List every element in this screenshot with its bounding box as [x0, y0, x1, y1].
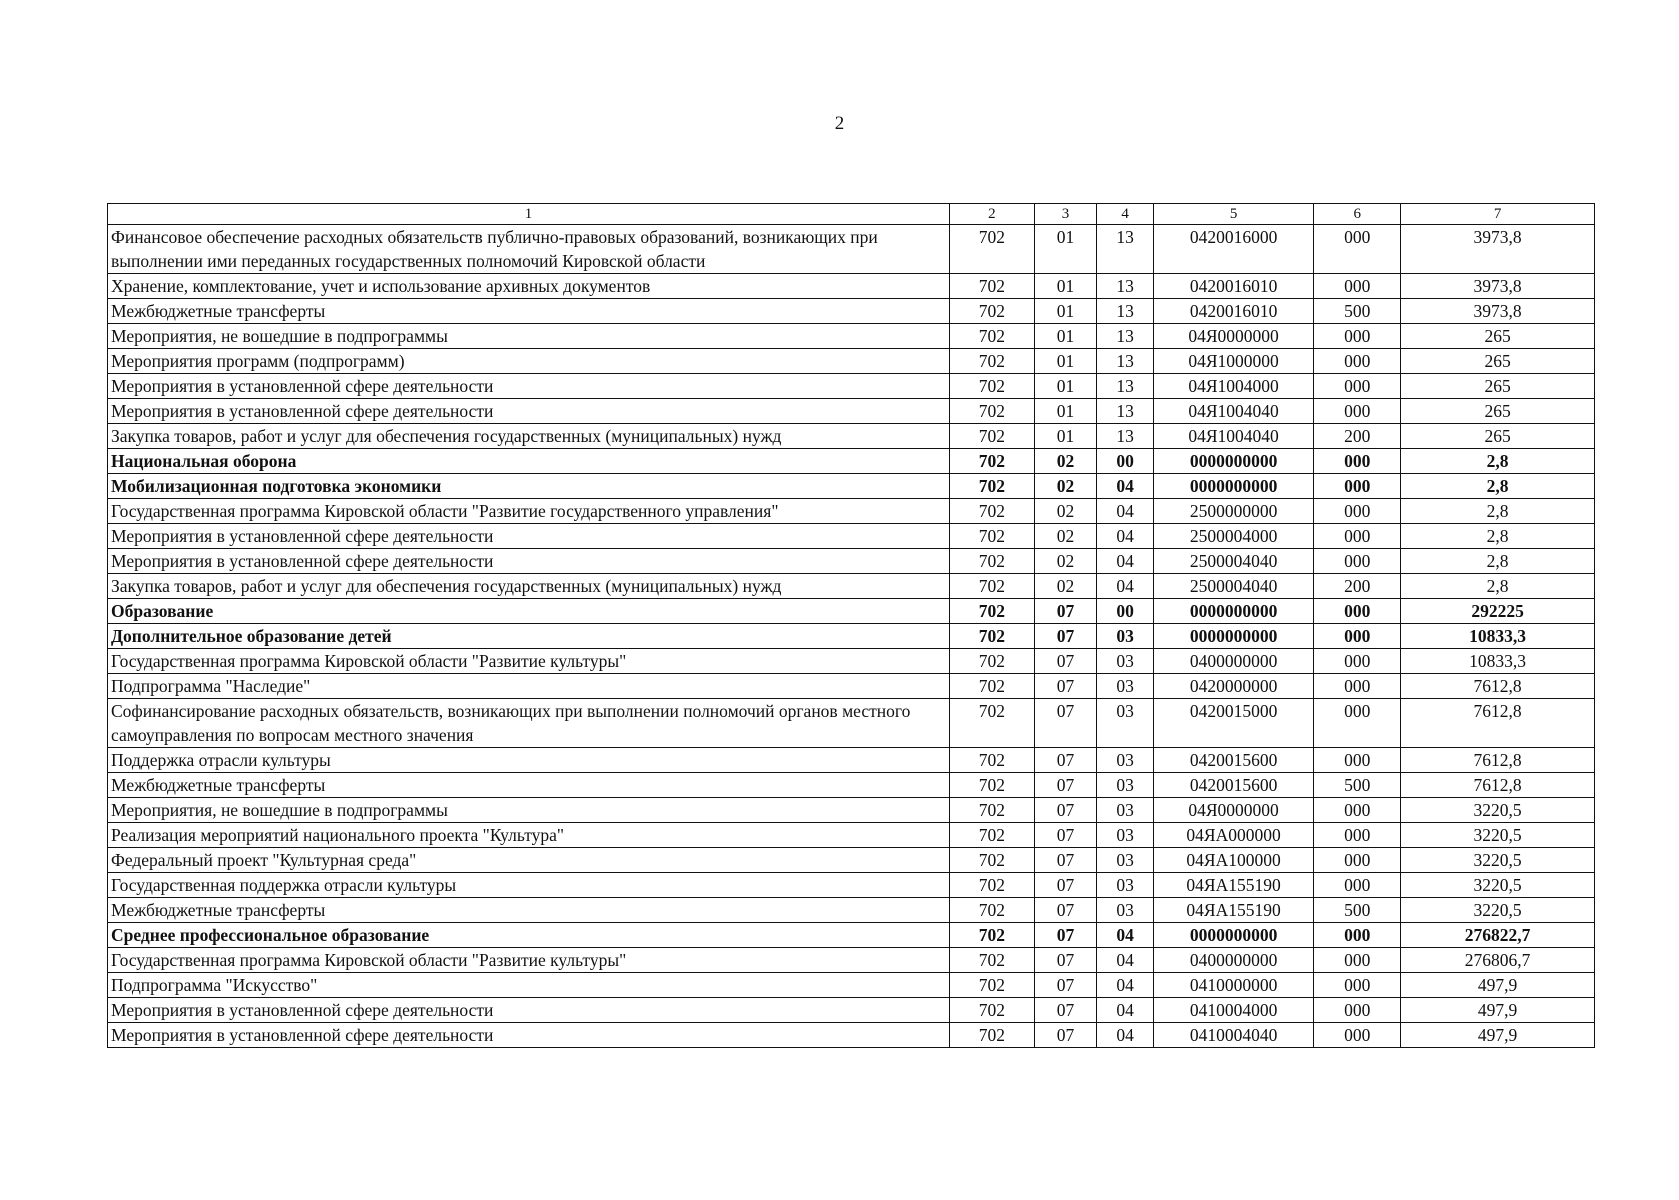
- row-subsection-cell: 13: [1097, 349, 1154, 374]
- row-type-cell: 000: [1314, 948, 1401, 973]
- row-section-cell: 07: [1034, 923, 1097, 948]
- row-amount-cell: 265: [1401, 424, 1595, 449]
- row-section-cell: 07: [1034, 748, 1097, 773]
- table-row: [108, 374, 1595, 399]
- row-subsection-cell: 03: [1097, 674, 1154, 699]
- row-name-cell: Государственная программа Кировской области "Развитие культуры": [108, 948, 950, 973]
- row-code-cell: 702: [949, 773, 1034, 798]
- row-subsection-cell: 03: [1097, 823, 1154, 848]
- row-target-cell: 0420016000: [1153, 225, 1314, 274]
- row-section-cell: 07: [1034, 1023, 1097, 1048]
- row-subsection-cell: 00: [1097, 449, 1154, 474]
- row-type-cell: 000: [1314, 225, 1401, 274]
- row-amount-cell: 2,8: [1401, 574, 1595, 599]
- row-section-cell: 01: [1034, 374, 1097, 399]
- row-subsection-cell: 13: [1097, 374, 1154, 399]
- row-name-cell: Мероприятия в установленной сфере деятельности: [108, 998, 950, 1023]
- row-subsection-cell: 03: [1097, 773, 1154, 798]
- row-name-cell: Межбюджетные трансферты: [108, 898, 950, 923]
- row-type-cell: 000: [1314, 524, 1401, 549]
- row-target-cell: 0400000000: [1153, 948, 1314, 973]
- row-target-cell: 0000000000: [1153, 599, 1314, 624]
- row-subsection-cell: 13: [1097, 299, 1154, 324]
- row-code-cell: 702: [949, 324, 1034, 349]
- row-section-cell: 01: [1034, 274, 1097, 299]
- row-type-cell: 000: [1314, 674, 1401, 699]
- row-amount-cell: 3973,8: [1401, 274, 1595, 299]
- row-target-cell: 0410004040: [1153, 1023, 1314, 1048]
- row-code-cell: 702: [949, 923, 1034, 948]
- row-section-cell: 07: [1034, 699, 1097, 748]
- row-amount-cell: 7612,8: [1401, 748, 1595, 773]
- row-type-cell: 000: [1314, 748, 1401, 773]
- table-row: [108, 948, 1595, 973]
- row-name-cell: Мероприятия, не вошедшие в подпрограммы: [108, 324, 950, 349]
- row-section-cell: 07: [1034, 674, 1097, 699]
- row-subsection-cell: 04: [1097, 574, 1154, 599]
- column-header-5: 5: [1153, 204, 1314, 225]
- row-target-cell: 0420016010: [1153, 299, 1314, 324]
- row-amount-cell: 265: [1401, 399, 1595, 424]
- row-name-cell: Мероприятия программ (подпрограмм): [108, 349, 950, 374]
- row-target-cell: 0410004000: [1153, 998, 1314, 1023]
- row-subsection-cell: 04: [1097, 499, 1154, 524]
- row-subsection-cell: 04: [1097, 524, 1154, 549]
- row-code-cell: 702: [949, 873, 1034, 898]
- row-code-cell: 702: [949, 474, 1034, 499]
- row-section-cell: 01: [1034, 399, 1097, 424]
- row-type-cell: 500: [1314, 773, 1401, 798]
- row-subsection-cell: 03: [1097, 699, 1154, 748]
- row-name-cell: Реализация мероприятий национального проекта "Культура": [108, 823, 950, 848]
- row-section-cell: 01: [1034, 349, 1097, 374]
- row-amount-cell: 7612,8: [1401, 699, 1595, 748]
- row-amount-cell: 2,8: [1401, 524, 1595, 549]
- table-row: [108, 848, 1595, 873]
- row-type-cell: 000: [1314, 399, 1401, 424]
- row-amount-cell: 2,8: [1401, 499, 1595, 524]
- row-name-cell: Подпрограмма "Искусство": [108, 973, 950, 998]
- row-subsection-cell: 03: [1097, 873, 1154, 898]
- row-target-cell: 0420000000: [1153, 674, 1314, 699]
- row-type-cell: 000: [1314, 998, 1401, 1023]
- row-amount-cell: 276822,7: [1401, 923, 1595, 948]
- row-name-cell: Дополнительное образование детей: [108, 624, 950, 649]
- row-code-cell: 702: [949, 649, 1034, 674]
- row-code-cell: 702: [949, 574, 1034, 599]
- row-type-cell: 000: [1314, 798, 1401, 823]
- row-type-cell: 000: [1314, 649, 1401, 674]
- row-code-cell: 702: [949, 624, 1034, 649]
- row-name-cell: Межбюджетные трансферты: [108, 773, 950, 798]
- row-section-cell: 02: [1034, 499, 1097, 524]
- row-target-cell: 04Я1004040: [1153, 424, 1314, 449]
- table-row: [108, 798, 1595, 823]
- row-target-cell: 04Я0000000: [1153, 324, 1314, 349]
- row-subsection-cell: 13: [1097, 274, 1154, 299]
- row-amount-cell: 3220,5: [1401, 848, 1595, 873]
- table-row: [108, 773, 1595, 798]
- row-code-cell: 702: [949, 823, 1034, 848]
- table-row: [108, 923, 1595, 948]
- row-subsection-cell: 13: [1097, 324, 1154, 349]
- row-section-cell: 07: [1034, 599, 1097, 624]
- row-subsection-cell: 13: [1097, 225, 1154, 274]
- row-section-cell: 02: [1034, 574, 1097, 599]
- row-name-cell: Мероприятия в установленной сфере деятельности: [108, 374, 950, 399]
- table-row: [108, 748, 1595, 773]
- table-row: [108, 399, 1595, 424]
- page-number: 2: [834, 113, 845, 134]
- table-row: [108, 973, 1595, 998]
- row-amount-cell: 276806,7: [1401, 948, 1595, 973]
- row-target-cell: 0400000000: [1153, 649, 1314, 674]
- table-row: [108, 524, 1595, 549]
- row-amount-cell: 10833,3: [1401, 649, 1595, 674]
- row-code-cell: 702: [949, 998, 1034, 1023]
- row-subsection-cell: 04: [1097, 948, 1154, 973]
- row-name-cell: Хранение, комплектование, учет и использование архивных документов: [108, 274, 950, 299]
- row-code-cell: 702: [949, 449, 1034, 474]
- row-section-cell: 07: [1034, 773, 1097, 798]
- column-header-1: 1: [108, 204, 950, 225]
- row-name-cell: Мероприятия в установленной сфере деятельности: [108, 399, 950, 424]
- table-row: [108, 274, 1595, 299]
- row-type-cell: 500: [1314, 299, 1401, 324]
- row-target-cell: 0000000000: [1153, 474, 1314, 499]
- row-type-cell: 000: [1314, 449, 1401, 474]
- row-target-cell: 0000000000: [1153, 449, 1314, 474]
- row-subsection-cell: 03: [1097, 748, 1154, 773]
- row-name-cell: Закупка товаров, работ и услуг для обеспечения государственных (муниципальных) нужд: [108, 424, 950, 449]
- row-amount-cell: 2,8: [1401, 549, 1595, 574]
- row-name-cell: Мероприятия в установленной сфере деятельности: [108, 1023, 950, 1048]
- row-subsection-cell: 04: [1097, 973, 1154, 998]
- row-type-cell: 000: [1314, 973, 1401, 998]
- table-row: [108, 449, 1595, 474]
- row-type-cell: 000: [1314, 324, 1401, 349]
- row-target-cell: 04ЯА155190: [1153, 873, 1314, 898]
- table-row: [108, 225, 1595, 274]
- table-row: [108, 674, 1595, 699]
- row-subsection-cell: 03: [1097, 798, 1154, 823]
- row-target-cell: 0420015000: [1153, 699, 1314, 748]
- row-amount-cell: 3973,8: [1401, 299, 1595, 324]
- table-row: [108, 624, 1595, 649]
- row-target-cell: 0420016010: [1153, 274, 1314, 299]
- table-row: [108, 873, 1595, 898]
- row-code-cell: 702: [949, 299, 1034, 324]
- column-header-2: 2: [949, 204, 1034, 225]
- column-header-6: 6: [1314, 204, 1401, 225]
- row-amount-cell: 265: [1401, 374, 1595, 399]
- row-type-cell: 000: [1314, 624, 1401, 649]
- table-row: [108, 699, 1595, 748]
- row-name-cell: Государственная поддержка отрасли культуры: [108, 873, 950, 898]
- row-amount-cell: 3220,5: [1401, 823, 1595, 848]
- row-type-cell: 000: [1314, 474, 1401, 499]
- row-target-cell: 2500004040: [1153, 574, 1314, 599]
- row-target-cell: 04ЯА000000: [1153, 823, 1314, 848]
- row-subsection-cell: 04: [1097, 998, 1154, 1023]
- row-code-cell: 702: [949, 674, 1034, 699]
- row-name-cell: Межбюджетные трансферты: [108, 299, 950, 324]
- table-row: [108, 424, 1595, 449]
- table-row: [108, 324, 1595, 349]
- row-type-cell: 000: [1314, 349, 1401, 374]
- row-amount-cell: 3220,5: [1401, 898, 1595, 923]
- row-name-cell: Мероприятия в установленной сфере деятельности: [108, 524, 950, 549]
- row-type-cell: 000: [1314, 848, 1401, 873]
- table-row: [108, 299, 1595, 324]
- row-amount-cell: 3220,5: [1401, 798, 1595, 823]
- row-name-cell: Мероприятия в установленной сфере деятельности: [108, 549, 950, 574]
- table-row: [108, 574, 1595, 599]
- table-row: [108, 823, 1595, 848]
- row-target-cell: 0420015600: [1153, 773, 1314, 798]
- row-type-cell: 500: [1314, 898, 1401, 923]
- row-subsection-cell: 03: [1097, 649, 1154, 674]
- row-section-cell: 07: [1034, 848, 1097, 873]
- row-name-cell: Образование: [108, 599, 950, 624]
- row-name-cell: Мероприятия, не вошедшие в подпрограммы: [108, 798, 950, 823]
- row-amount-cell: 2,8: [1401, 449, 1595, 474]
- row-type-cell: 000: [1314, 699, 1401, 748]
- row-code-cell: 702: [949, 973, 1034, 998]
- row-code-cell: 702: [949, 798, 1034, 823]
- column-header-7: 7: [1401, 204, 1595, 225]
- row-code-cell: 702: [949, 399, 1034, 424]
- row-subsection-cell: 00: [1097, 599, 1154, 624]
- budget-table: [107, 203, 1595, 1048]
- row-target-cell: 04ЯА155190: [1153, 898, 1314, 923]
- column-header-4: 4: [1097, 204, 1154, 225]
- row-name-cell: Финансовое обеспечение расходных обязательств публично-правовых образований, возникающих при выполнении ими переданных государственных полномочий Кировской области: [108, 225, 950, 274]
- row-name-cell: Закупка товаров, работ и услуг для обеспечения государственных (муниципальных) нужд: [108, 574, 950, 599]
- row-target-cell: 04Я1000000: [1153, 349, 1314, 374]
- row-name-cell: Среднее профессиональное образование: [108, 923, 950, 948]
- row-code-cell: 702: [949, 599, 1034, 624]
- row-amount-cell: 2,8: [1401, 474, 1595, 499]
- row-amount-cell: 3973,8: [1401, 225, 1595, 274]
- row-subsection-cell: 04: [1097, 549, 1154, 574]
- row-name-cell: Государственная программа Кировской области "Развитие культуры": [108, 649, 950, 674]
- row-subsection-cell: 03: [1097, 624, 1154, 649]
- row-target-cell: 0420015600: [1153, 748, 1314, 773]
- row-subsection-cell: 03: [1097, 848, 1154, 873]
- row-section-cell: 02: [1034, 549, 1097, 574]
- row-target-cell: 2500000000: [1153, 499, 1314, 524]
- row-code-cell: 702: [949, 374, 1034, 399]
- row-target-cell: 04Я1004000: [1153, 374, 1314, 399]
- table-row: [108, 1023, 1595, 1048]
- row-code-cell: 702: [949, 699, 1034, 748]
- row-name-cell: Национальная оборона: [108, 449, 950, 474]
- row-name-cell: Подпрограмма "Наследие": [108, 674, 950, 699]
- row-amount-cell: 497,9: [1401, 973, 1595, 998]
- table-row: [108, 349, 1595, 374]
- row-subsection-cell: 13: [1097, 399, 1154, 424]
- row-amount-cell: 497,9: [1401, 1023, 1595, 1048]
- row-type-cell: 000: [1314, 599, 1401, 624]
- row-subsection-cell: 13: [1097, 424, 1154, 449]
- row-subsection-cell: 04: [1097, 1023, 1154, 1048]
- row-amount-cell: 497,9: [1401, 998, 1595, 1023]
- row-subsection-cell: 03: [1097, 898, 1154, 923]
- row-type-cell: 000: [1314, 823, 1401, 848]
- row-code-cell: 702: [949, 424, 1034, 449]
- row-code-cell: 702: [949, 225, 1034, 274]
- row-name-cell: Софинансирование расходных обязательств, возникающих при выполнении полномочий органов местного самоуправления по вопросам местного значения: [108, 699, 950, 748]
- row-target-cell: 04Я1004040: [1153, 399, 1314, 424]
- row-name-cell: Поддержка отрасли культуры: [108, 748, 950, 773]
- row-type-cell: 000: [1314, 549, 1401, 574]
- row-type-cell: 000: [1314, 499, 1401, 524]
- row-section-cell: 01: [1034, 225, 1097, 274]
- row-code-cell: 702: [949, 1023, 1034, 1048]
- header-row: [108, 204, 1595, 225]
- row-section-cell: 07: [1034, 898, 1097, 923]
- row-code-cell: 702: [949, 748, 1034, 773]
- row-type-cell: 200: [1314, 574, 1401, 599]
- row-amount-cell: 3220,5: [1401, 873, 1595, 898]
- table-body: [108, 225, 1595, 1048]
- row-section-cell: 01: [1034, 299, 1097, 324]
- row-amount-cell: 10833,3: [1401, 624, 1595, 649]
- row-target-cell: 04Я0000000: [1153, 798, 1314, 823]
- row-amount-cell: 265: [1401, 324, 1595, 349]
- row-code-cell: 702: [949, 274, 1034, 299]
- row-section-cell: 07: [1034, 973, 1097, 998]
- row-target-cell: 2500004000: [1153, 524, 1314, 549]
- row-amount-cell: 292225: [1401, 599, 1595, 624]
- row-type-cell: 000: [1314, 1023, 1401, 1048]
- row-code-cell: 702: [949, 848, 1034, 873]
- row-type-cell: 000: [1314, 873, 1401, 898]
- row-section-cell: 07: [1034, 998, 1097, 1023]
- row-subsection-cell: 04: [1097, 474, 1154, 499]
- row-target-cell: 0000000000: [1153, 923, 1314, 948]
- row-code-cell: 702: [949, 499, 1034, 524]
- row-section-cell: 01: [1034, 424, 1097, 449]
- row-type-cell: 000: [1314, 374, 1401, 399]
- row-code-cell: 702: [949, 349, 1034, 374]
- table-row: [108, 898, 1595, 923]
- table-row: [108, 599, 1595, 624]
- row-amount-cell: 265: [1401, 349, 1595, 374]
- row-name-cell: Мобилизационная подготовка экономики: [108, 474, 950, 499]
- row-section-cell: 07: [1034, 624, 1097, 649]
- row-section-cell: 01: [1034, 324, 1097, 349]
- row-subsection-cell: 04: [1097, 923, 1154, 948]
- table-row: [108, 499, 1595, 524]
- row-section-cell: 02: [1034, 474, 1097, 499]
- column-header-3: 3: [1034, 204, 1097, 225]
- table-row: [108, 474, 1595, 499]
- row-name-cell: Государственная программа Кировской области "Развитие государственного управления": [108, 499, 950, 524]
- row-target-cell: 0000000000: [1153, 624, 1314, 649]
- row-section-cell: 07: [1034, 873, 1097, 898]
- row-code-cell: 702: [949, 898, 1034, 923]
- row-type-cell: 200: [1314, 424, 1401, 449]
- row-target-cell: 2500004040: [1153, 549, 1314, 574]
- table-row: [108, 549, 1595, 574]
- row-section-cell: 02: [1034, 449, 1097, 474]
- row-amount-cell: 7612,8: [1401, 773, 1595, 798]
- row-target-cell: 0410000000: [1153, 973, 1314, 998]
- row-code-cell: 702: [949, 524, 1034, 549]
- row-target-cell: 04ЯА100000: [1153, 848, 1314, 873]
- table-row: [108, 649, 1595, 674]
- row-type-cell: 000: [1314, 923, 1401, 948]
- table-row: [108, 998, 1595, 1023]
- row-section-cell: 07: [1034, 798, 1097, 823]
- row-code-cell: 702: [949, 948, 1034, 973]
- row-code-cell: 702: [949, 549, 1034, 574]
- row-section-cell: 07: [1034, 948, 1097, 973]
- row-type-cell: 000: [1314, 274, 1401, 299]
- row-section-cell: 02: [1034, 524, 1097, 549]
- row-section-cell: 07: [1034, 649, 1097, 674]
- row-name-cell: Федеральный проект "Культурная среда": [108, 848, 950, 873]
- row-section-cell: 07: [1034, 823, 1097, 848]
- row-amount-cell: 7612,8: [1401, 674, 1595, 699]
